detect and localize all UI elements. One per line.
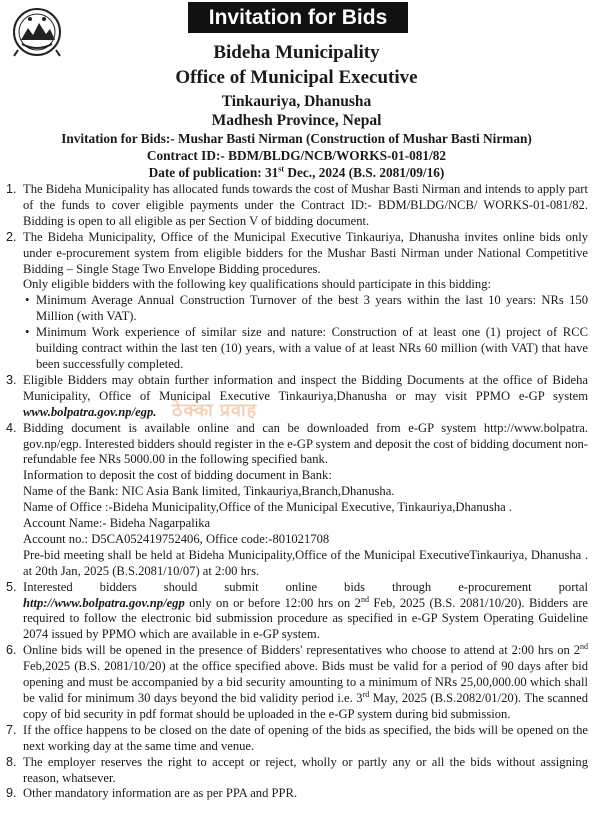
prebid-meeting: Pre-bid meeting shall be held at Bideha Municipality,Office of the Municipal ExecutiveTinkauriya, Dhanusha . at 20th Jan, 2025 (B.S.2081/10/07) at 2:00 hrs.: [23, 547, 588, 578]
watermark: ठेक्का प्रवाह: [172, 400, 258, 420]
notice-body: [6, 182, 588, 802]
list-item: 2. The Bideha Municipality, Office of the Municipal Executive Tinkauriya, Dhanusha invites online bids only under e-procurement system from eligible bidders for the Mushar Basti Nirman under National Competitive Bidding – Single Stage Two Envelope Bidding procedures.: [6, 229, 588, 276]
list-item: 9. Other mandatory information are as per PPA and PPR.: [6, 786, 298, 801]
location: Tinkauriya, Dhanusha: [221, 93, 372, 110]
list-item: 3. Eligible Bidders may obtain further information and inspect the Bidding Documents at the office of Bideha Municipality, Office of Municipal Executive Tinkauriya,Dhanusha or may visit PPMO e-GP system www.bolpatra.gov.np/egp.: [6, 372, 588, 419]
list-item: 1. The Bideha Municipality has allocated funds towards the cost of Mushar Basti Nirman and intends to apply part of the funds to cover eligible payments under the Contract ID:- BDM/BLDG/NCB/ WORKS-01-081/82. Bidding is open to all eligible as per Section V of bidding document.: [6, 182, 588, 228]
banner-title: Invitation for Bids: [188, 2, 408, 33]
contract-id: Contract ID:- BDM/BLDG/NCB/WORKS-01-081/82: [146, 148, 447, 163]
bank-info-line: Name of the Bank: NIC Asia Bank limited, Tinkauriya,Branch,Dhanusha.: [23, 484, 395, 499]
bank-info-line: Account no.: D5CA052419752406, Office code:-801021708: [23, 531, 330, 546]
egp-link[interactable]: www.bolpatra.gov.np/egp.: [23, 404, 157, 419]
list-item: 4. Bidding document is available online and can be downloaded from e-GP system http://www.bolpatra. gov.np/egp. Interested bidders should register in the e-GP system and deposit the cost of bidding document non-refundable fee NRs 5000.00 in the following specified bank.: [6, 420, 588, 467]
list-item: 8. The employer reserves the right to accept or reject, wholly or partly any or all the bids without assigning reason, whatsever.: [6, 754, 588, 785]
qualification-bullet: • Minimum Average Annual Construction Turnover of the best 3 years within the last 10 years: NRs 150 Million (with VAT).: [25, 293, 588, 324]
qualification-bullet: • Minimum Work experience of similar size and nature: Construction of at least one (1) project of RCC building contract within the last ten (10) years, with a value of at least NRs 60 million (with VAT) that have been successfully completed.: [25, 325, 588, 371]
bolpatra-link[interactable]: http://www.bolpatra.gov.np/egp: [23, 595, 185, 610]
list-item: 6. Online bids will be opened in the presence of Bidders' representatives who choose to attend at 2:00 hrs on 2nd Feb,2025 (B.S. 2081/10/20) at the office specified above. Bids must be valid for a period of 90 days after bid opening and must be accompanied by a bid security amounting to a minimum of NRs 25,00,000.00 which shall be valid for minimum 30 days beyond the bid validity period i.e. 3rd May, 2025 (B.S.2082/01/20). The scanned copy of bid security in pdf format should be uploaded in the e-GP system during bid submission.: [6, 642, 588, 721]
publication-date: Date of publication: 31st Dec., 2024 (B.S. 2081/09/16): [148, 164, 445, 180]
municipality-name: Bideha Municipality: [213, 42, 380, 63]
province: Madhesh Province, Nepal: [211, 112, 382, 129]
office-name: Office of Municipal Executive: [175, 67, 418, 88]
list-item: 7. If the office happens to be closed on the date of opening of the bids as specified, the bids will be opened on the next working day at the same time and venue.: [6, 722, 588, 753]
bank-info-line: Information to deposit the cost of bidding document in Bank:: [23, 468, 332, 483]
bank-info-line: Account Name:- Bideha Nagarpalika: [23, 516, 211, 531]
ifb-line: Invitation for Bids:- Mushar Basti Nirman (Construction of Mushar Basti Nirman): [61, 131, 532, 146]
bank-info-line: Name of Office :-Bideha Municipality,Office of the Municipal Executive, Tinkauriya,Dhanusha .: [23, 500, 513, 515]
list-item: 5. Interested bidders should submit online bids through e-procurement portal http://www.bolpatra.gov.np/egp only on or before 12:00 hrs on 2nd Feb, 2025 (B.S. 2081/10/20). Bidders are required to follow the electronic bid submission procedure as specified in e-GP System Operating Guideline 2074 issued by PPMO which are available in e-GP system.: [6, 579, 588, 642]
qualification-intro: Only eligible bidders with the following key qualifications should participate in this bidding:: [23, 277, 491, 292]
